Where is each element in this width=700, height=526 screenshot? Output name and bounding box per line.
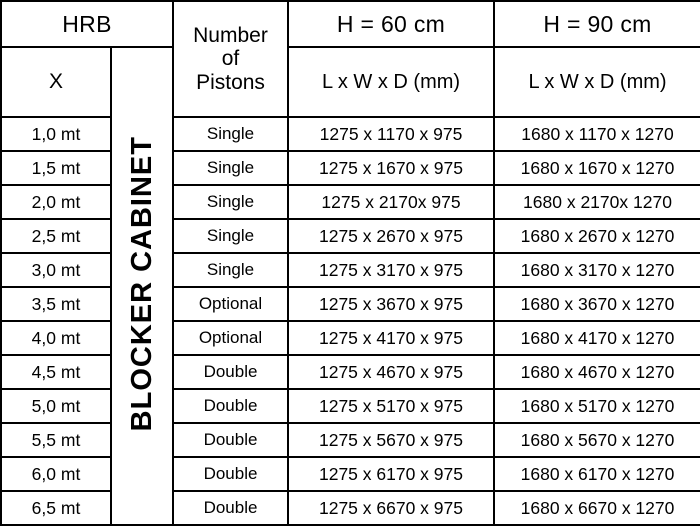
table-row bbox=[1, 151, 700, 185]
row-x: 5,5 mt bbox=[1, 423, 111, 457]
row-x: 1,0 mt bbox=[1, 117, 111, 151]
row-pistons: Double bbox=[173, 389, 288, 423]
table-row bbox=[1, 185, 700, 219]
row-pistons: Double bbox=[173, 423, 288, 457]
table-row bbox=[1, 355, 700, 389]
row-pistons: Single bbox=[173, 219, 288, 253]
row-h90-dimensions: 1680 x 2170x 1270 bbox=[494, 185, 700, 219]
row-h60-dimensions: 1275 x 2170x 975 bbox=[288, 185, 494, 219]
row-h90-dimensions: 1680 x 1170 x 1270 bbox=[494, 117, 700, 151]
table-row bbox=[1, 457, 700, 491]
row-h60-dimensions: 1275 x 6670 x 975 bbox=[288, 491, 494, 525]
row-h90-dimensions: 1680 x 3670 x 1270 bbox=[494, 287, 700, 321]
row-x: 3,0 mt bbox=[1, 253, 111, 287]
row-h60-dimensions: 1275 x 3170 x 975 bbox=[288, 253, 494, 287]
row-pistons: Optional bbox=[173, 287, 288, 321]
row-pistons: Single bbox=[173, 185, 288, 219]
row-x: 4,5 mt bbox=[1, 355, 111, 389]
row-pistons: Double bbox=[173, 491, 288, 525]
header-number-of-pistons bbox=[173, 1, 288, 117]
row-h60-dimensions: 1275 x 6170 x 975 bbox=[288, 457, 494, 491]
row-pistons: Single bbox=[173, 117, 288, 151]
table-header-row-1 bbox=[1, 1, 700, 47]
header-pistons-line3: Pistons bbox=[196, 70, 265, 94]
blocker-cabinet-label-cell bbox=[111, 47, 173, 525]
row-x: 3,5 mt bbox=[1, 287, 111, 321]
row-h60-dimensions: 1275 x 5170 x 975 bbox=[288, 389, 494, 423]
row-h90-dimensions: 1680 x 6170 x 1270 bbox=[494, 457, 700, 491]
table-row bbox=[1, 423, 700, 457]
blocker-cabinet-label: BLOCKER CABINET bbox=[125, 136, 158, 432]
row-h60-dimensions: 1275 x 5670 x 975 bbox=[288, 423, 494, 457]
row-h60-dimensions: 1275 x 4670 x 975 bbox=[288, 355, 494, 389]
header-h60-sub: L x W x D (mm) bbox=[288, 47, 494, 117]
header-pistons-line1: Number bbox=[193, 23, 268, 47]
row-x: 6,0 mt bbox=[1, 457, 111, 491]
row-x: 4,0 mt bbox=[1, 321, 111, 355]
table-header-row-2 bbox=[1, 47, 700, 117]
row-h60-dimensions: 1275 x 1670 x 975 bbox=[288, 151, 494, 185]
row-pistons: Single bbox=[173, 151, 288, 185]
row-h90-dimensions: 1680 x 1670 x 1270 bbox=[494, 151, 700, 185]
row-h90-dimensions: 1680 x 4170 x 1270 bbox=[494, 321, 700, 355]
row-h90-dimensions: 1680 x 5670 x 1270 bbox=[494, 423, 700, 457]
row-pistons: Optional bbox=[173, 321, 288, 355]
row-h90-dimensions: 1680 x 3170 x 1270 bbox=[494, 253, 700, 287]
row-h60-dimensions: 1275 x 1170 x 975 bbox=[288, 117, 494, 151]
header-x: X bbox=[1, 47, 111, 117]
row-pistons: Single bbox=[173, 253, 288, 287]
row-pistons: Double bbox=[173, 355, 288, 389]
table-row bbox=[1, 219, 700, 253]
table-row bbox=[1, 287, 700, 321]
header-h60: H = 60 cm bbox=[288, 1, 494, 47]
row-h60-dimensions: 1275 x 2670 x 975 bbox=[288, 219, 494, 253]
header-hrb: HRB bbox=[1, 1, 173, 47]
row-h60-dimensions: 1275 x 3670 x 975 bbox=[288, 287, 494, 321]
table-row bbox=[1, 117, 700, 151]
header-h90: H = 90 cm bbox=[494, 1, 700, 47]
header-pistons-line2: of bbox=[221, 47, 240, 71]
row-x: 6,5 mt bbox=[1, 491, 111, 525]
table-row bbox=[1, 321, 700, 355]
row-x: 5,0 mt bbox=[1, 389, 111, 423]
row-x: 2,0 mt bbox=[1, 185, 111, 219]
table-row bbox=[1, 389, 700, 423]
row-h90-dimensions: 1680 x 4670 x 1270 bbox=[494, 355, 700, 389]
row-pistons: Double bbox=[173, 457, 288, 491]
row-h60-dimensions: 1275 x 4170 x 975 bbox=[288, 321, 494, 355]
table-row bbox=[1, 491, 700, 525]
row-x: 1,5 mt bbox=[1, 151, 111, 185]
header-h90-sub: L x W x D (mm) bbox=[494, 47, 700, 117]
row-x: 2,5 mt bbox=[1, 219, 111, 253]
row-h90-dimensions: 1680 x 2670 x 1270 bbox=[494, 219, 700, 253]
row-h90-dimensions: 1680 x 6670 x 1270 bbox=[494, 491, 700, 525]
table-row bbox=[1, 253, 700, 287]
row-h90-dimensions: 1680 x 5170 x 1270 bbox=[494, 389, 700, 423]
